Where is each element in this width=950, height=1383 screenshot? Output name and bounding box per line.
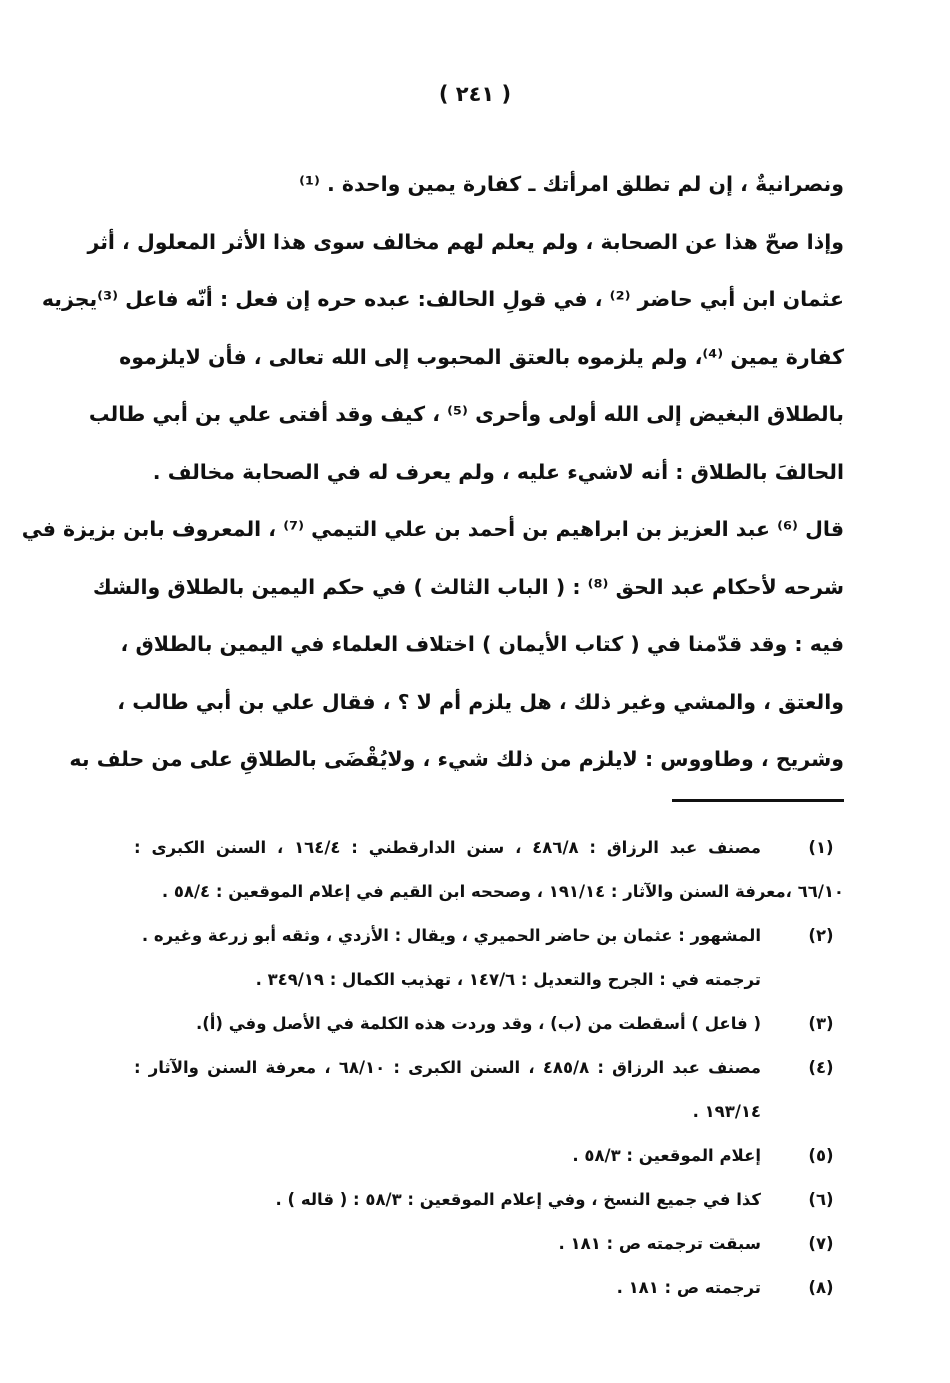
body-line: شرحه لأحكام عبد الحق ⁽⁸⁾ : ( الباب الثالث ) في حكم اليمين بالطلاق والشك: [92, 574, 844, 599]
footnote-6: [134, 1178, 844, 1222]
body-line: قال ⁽⁶⁾ عبد العزيز بن ابراهيم بن أحمد بن علي التيمي ⁽⁷⁾ ، المعروف بابن بزيزة في: [21, 517, 844, 541]
footnote-text: المشهور : عثمان بن حاضر الحميري ، ويقال : الأزدي ، وثقه أبو زرعة وغيره .: [141, 926, 761, 945]
footnote-number: (٤): [808, 1058, 834, 1077]
footnote-text: إعلام الموقعين : ٥٨/٣ .: [572, 1146, 761, 1165]
body-line: وشريح ، وطاووس : لايلزم من ذلك شيء ، ولايُقْضَى بالطلاقِ على من حلف به: [69, 747, 844, 771]
body-line: الحالفَ بالطلاق : أنه لاشيء عليه ، ولم يعرف له في الصحابة مخالف .: [152, 459, 844, 484]
footnote-number: (٦): [808, 1190, 834, 1209]
footnote-text: ترجمته في : الجرح والتعديل : ١٤٧/٦ ، تهذيب الكمال : ٣٤٩/١٩ .: [255, 970, 761, 989]
footnote-number: (٧): [808, 1234, 834, 1253]
main-text: [21, 156, 844, 789]
footnote-4: [134, 1046, 844, 1134]
page-number: ( ٢٤١ ): [438, 82, 512, 106]
footnote-text: سبقت ترجمته ص : ١٨١ .: [558, 1234, 761, 1253]
body-line: وإذا صحّ هذا عن الصحابة ، ولم يعلم لهم مخالف سوى هذا الأثر المعلول ، أثر: [87, 229, 844, 254]
footnote-7: [134, 1222, 844, 1266]
footnote-text: كذا في جميع النسخ ، وفي إعلام الموقعين : ٥٨/٣ : ( قاله ) .: [275, 1190, 761, 1209]
footnote-text: ترجمته ص : ١٨١ .: [616, 1278, 761, 1297]
footnote-text: مصنف عبد الرزاق : ٤٨٥/٨ ، السنن الكبرى : ٦٨/١٠ ، معرفة السنن والآثار :: [134, 1058, 761, 1077]
footnote-number: (١): [808, 838, 834, 857]
footnote-1: [134, 826, 844, 914]
body-line: ونصرانيةٌ ، إن لم تطلق امرأتك ـ كفارة يمين واحدة . ⁽¹⁾: [299, 172, 844, 196]
body-line: فيه : وقد قدّمنا في ( كتاب الأيمان ) اختلاف العلماء في اليمين بالطلاق ،: [120, 632, 844, 656]
footnote-2: [134, 914, 844, 1002]
footnote-separator: [672, 799, 844, 802]
footnote-text: ١٩٣/١٤ .: [692, 1102, 761, 1121]
footnote-number: (٨): [808, 1278, 834, 1297]
body-line: عثمان ابن أبي حاضر ⁽²⁾ ، في قولِ الحالف: عبده حره إن فعل : أنّه فاعل ⁽³⁾يجزيه: [41, 287, 844, 311]
footnote-text: مصنف عبد الرزاق : ٤٨٦/٨ ، سنن الدارقطني : ١٦٤/٤ ، السنن الكبرى :: [134, 838, 761, 857]
body-line: كفارة يمين ⁽⁴⁾، ولم يلزموه بالعتق المحبوب إلى الله تعالى ، فأن لايلزموه: [119, 344, 844, 369]
footnote-8: [134, 1266, 844, 1310]
footnote-text: ٦٦/١٠ ،معرفة السنن والآثار : ١٩١/١٤ ، وصححه ابن القيم في إعلام الموقعين : ٥٨/٤ .: [161, 882, 844, 901]
footnote-number: (٢): [808, 926, 834, 945]
body-line: بالطلاق البغيض إلى الله أولى وأحرى ⁽⁵⁾ ، كيف وقد أفتى علي بن أبي طالب: [88, 402, 844, 426]
footnotes: [134, 826, 844, 1310]
body-line: والعتق ، والمشي وغير ذلك ، هل يلزم أم لا ؟ ، فقال علي بن أبي طالب ،: [117, 689, 844, 714]
footnote-text: ( فاعل ) أسقطت من (ب) ، وقد وردت هذه الكلمة في الأصل وفي (أ).: [195, 1014, 761, 1033]
footnote-number: (٣): [808, 1014, 834, 1033]
footnote-number: (٥): [808, 1146, 834, 1165]
footnote-5: [134, 1134, 844, 1178]
footnote-3: [134, 1002, 844, 1046]
